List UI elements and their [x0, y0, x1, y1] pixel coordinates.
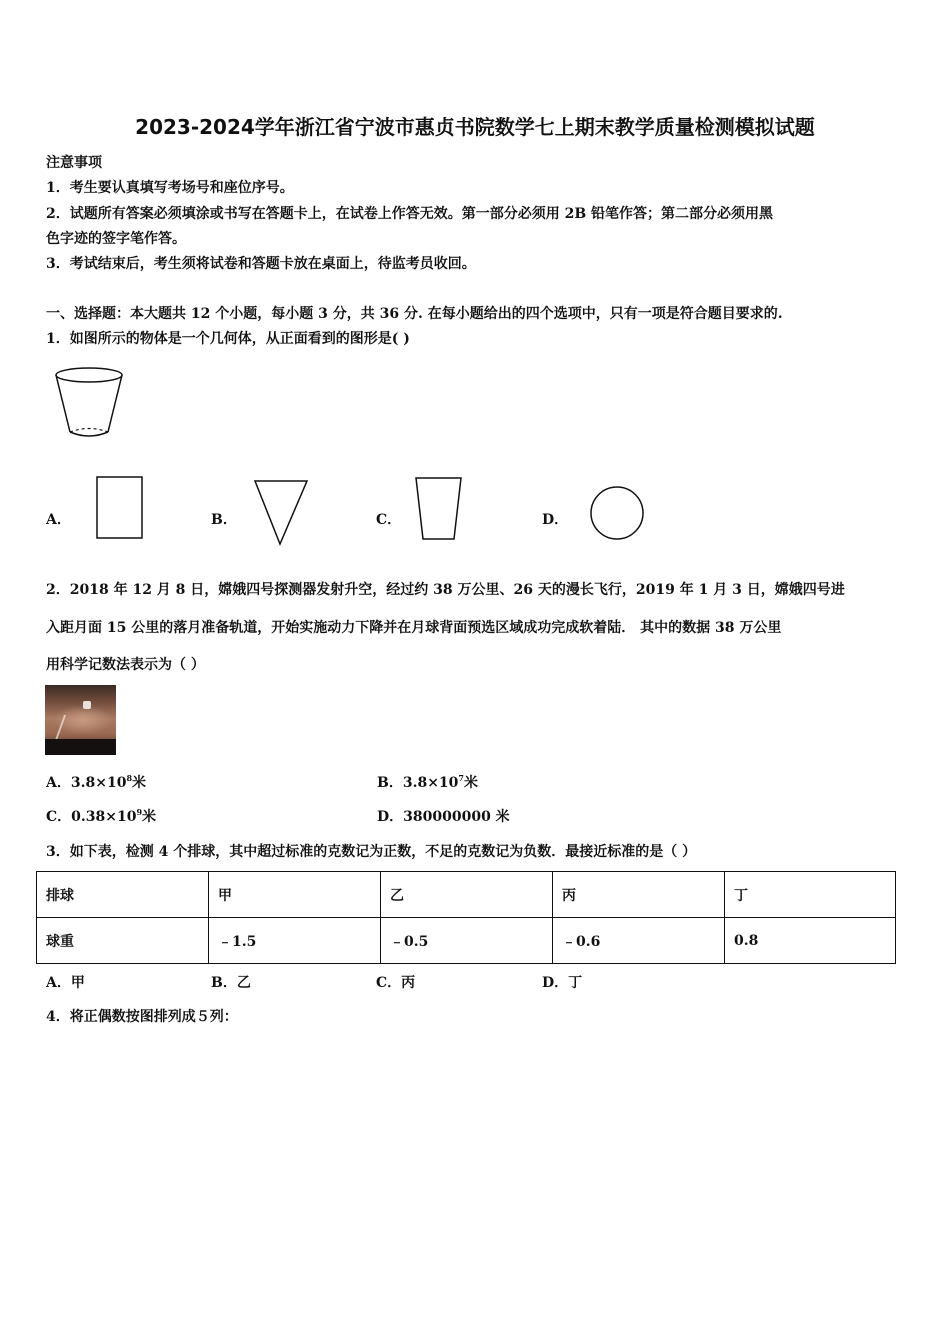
frustum-figure [50, 362, 130, 442]
section-heading: 一、选择题：本大题共 12 个小题，每小题 3 分，共 36 分. 在每小题给出的四个选项中，只有一项是符合题目要求的. [46, 306, 783, 322]
q1-option-c-trapezoid [415, 477, 463, 541]
lunar-surface-photo [45, 685, 116, 755]
table-row [37, 918, 896, 964]
q3-option-a: A．甲 [46, 975, 85, 991]
question-1-stem: 1．如图所示的物体是一个几何体，从正面看到的图形是( ) [46, 331, 410, 347]
q1-option-d-label: D． [542, 512, 569, 528]
notice-item-1: 1．考生要认真填写考场号和座位序号。 [46, 180, 294, 196]
question-2-line-2: 入距月面 15 公里的落月准备轨道，开始实施动力下降并在月球背面预选区域成功完成软着陆． 其中的数据 38 万公里 [46, 620, 782, 636]
notice-item-2: 2．试题所有答案必须填涂或书写在答题卡上，在试卷上作答无效。第一部分必须用 2B 铅笔作答；第二部分必须用黑 [46, 206, 774, 222]
notice-item-3: 3．考试结束后，考生须将试卷和答题卡放在桌面上，待监考员收回。 [46, 256, 476, 272]
table-cell: 丁 [725, 872, 896, 918]
q1-option-a-label: A． [46, 512, 71, 528]
q2-option-a: A．$3.8\times 10^8$米 [46, 773, 147, 791]
table-cell: ﹣0.5 [381, 918, 553, 964]
table-cell: ﹣1.5 [209, 918, 381, 964]
q2-option-c: C．$0.38\times 10^9$米 [46, 807, 157, 825]
q1-option-c-label: C． [376, 512, 402, 528]
q3-option-b: B．乙 [211, 975, 251, 991]
table-cell: ﹣0.6 [553, 918, 725, 964]
q1-option-b-triangle [253, 480, 309, 546]
page-title: 2023-2024学年浙江省宁波市惠贞书院数学七上期末教学质量检测模拟试题 [135, 115, 815, 139]
table-cell: 乙 [381, 872, 553, 918]
table-cell: 0.8 [725, 918, 896, 964]
q2-option-d: D．380000000 米 [377, 809, 510, 825]
table-cell: 甲 [209, 872, 381, 918]
q1-option-b-label: B． [211, 512, 237, 528]
table-cell: 排球 [37, 872, 209, 918]
q3-option-d: D．丁 [542, 975, 583, 991]
q1-option-d-circle [588, 486, 646, 542]
table-header-row [37, 872, 896, 918]
q1-option-a-rectangle [96, 476, 144, 540]
table-cell: 球重 [37, 918, 209, 964]
question-3-stem: 3．如下表，检测 4 个排球，其中超过标准的克数记为正数，不足的克数记为负数．最接近标准的是（ ） [46, 844, 697, 860]
question-2-line-1: 2．2018 年 12 月 8 日，嫦娥四号探测器发射升空，经过约 38 万公里、26 天的漫长飞行，2019 年 1 月 3 日，嫦娥四号进 [46, 582, 845, 598]
q3-option-c: C．丙 [376, 975, 416, 991]
question-2-line-3: 用科学记数法表示为（ ） [46, 657, 205, 673]
volleyball-weight-table [36, 871, 896, 964]
notice-item-2-cont: 色字迹的签字笔作答。 [46, 231, 186, 247]
notice-heading: 注意事项 [46, 155, 102, 171]
table-cell: 丙 [553, 872, 725, 918]
q2-option-b: B．$3.8\times 10^7$米 [377, 773, 478, 791]
question-4-stem: 4．将正偶数按图排列成５列： [46, 1009, 238, 1025]
